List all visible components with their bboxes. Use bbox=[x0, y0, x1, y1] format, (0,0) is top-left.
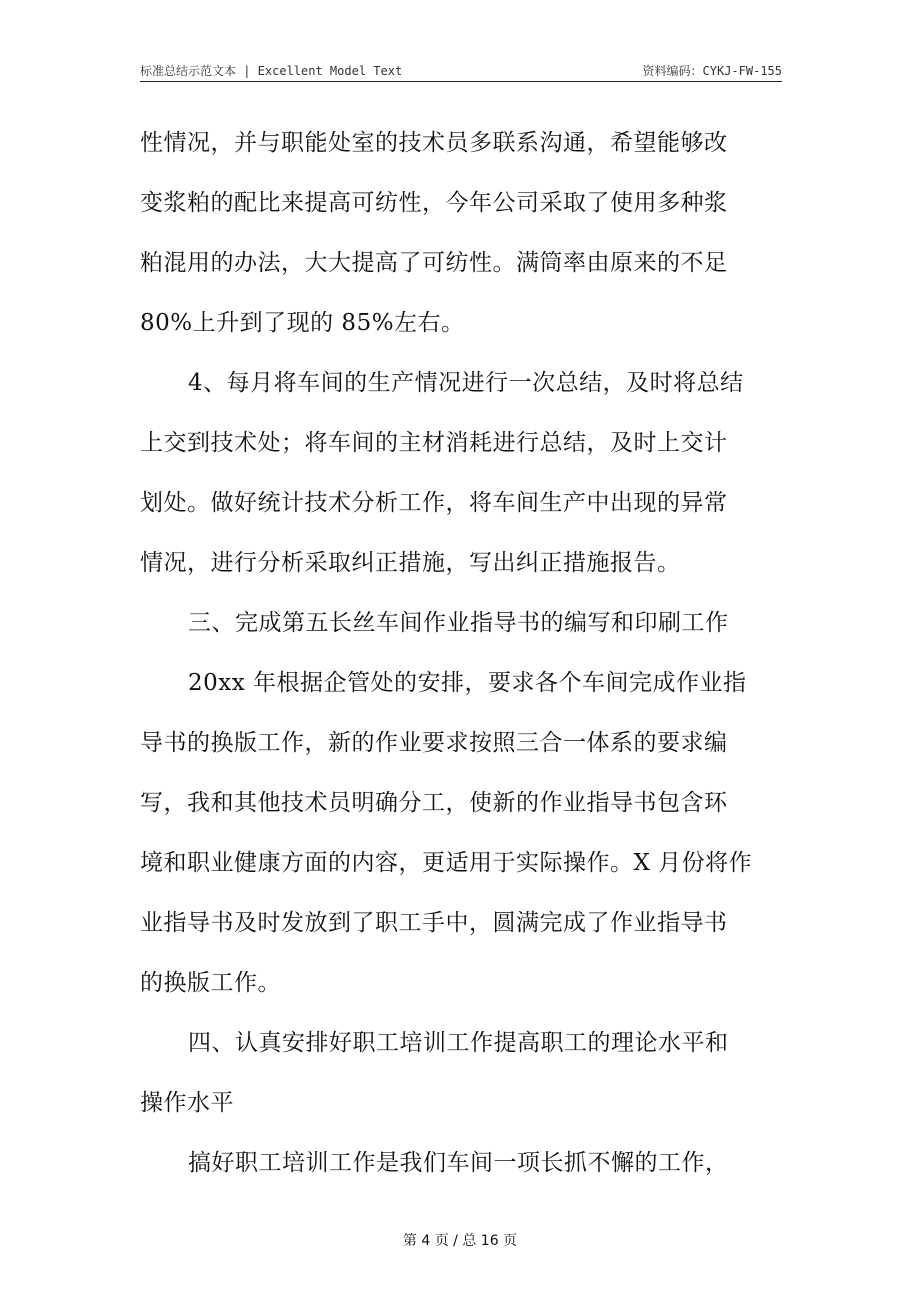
document-code: 资料编码：CYKJ-FW-155 bbox=[642, 64, 782, 78]
header-divider bbox=[140, 81, 782, 82]
text-line: 的换版工作。 bbox=[140, 970, 281, 996]
text-line: 变浆粕的配比来提高可纺性，今年公司采取了使用多种浆 bbox=[140, 190, 728, 216]
section-heading: 四、认真安排好职工培训工作提高职工的理论水平和 bbox=[188, 1030, 729, 1056]
page-footer bbox=[0, 1230, 920, 1250]
text-line: 上交到技术处；将车间的主材消耗进行总结，及时上交计 bbox=[140, 430, 728, 456]
paragraph-first-line: 4、每月将车间的生产情况进行一次总结，及时将总结 bbox=[188, 370, 744, 396]
text-line: 导书的换版工作，新的作业要求按照三合一体系的要求编 bbox=[140, 730, 728, 756]
text-line: 情况，进行分析采取纠正措施，写出纠正措施报告。 bbox=[140, 550, 681, 576]
text-line: 写，我和其他技术员明确分工，使新的作业指导书包含环 bbox=[140, 790, 728, 816]
text-line: 粕混用的办法，大大提高了可纺性。满筒率由原来的不足 bbox=[140, 250, 728, 276]
text-line: 境和职业健康方面的内容，更适用于实际操作。X 月份将作 bbox=[140, 850, 753, 876]
page-header bbox=[140, 60, 782, 80]
paragraph-first-line: 20xx 年根据企管处的安排，要求各个车间完成作业指 bbox=[188, 670, 747, 696]
page-number: 第 4 页 / 总 16 页 bbox=[402, 1233, 518, 1249]
text-line: 性情况，并与职能处室的技术员多联系沟通，希望能够改 bbox=[140, 130, 728, 156]
text-line: 划处。做好统计技术分析工作，将车间生产中出现的异常 bbox=[140, 490, 728, 516]
section-heading-continuation: 操作水平 bbox=[140, 1090, 234, 1116]
paragraph-first-line: 搞好职工培训工作是我们车间一项长抓不懈的工作， bbox=[188, 1150, 729, 1176]
text-line: 80%上升到了现的 85%左右。 bbox=[140, 310, 465, 336]
document-body bbox=[140, 118, 782, 1198]
section-heading: 三、完成第五长丝车间作业指导书的编写和印刷工作 bbox=[188, 610, 729, 636]
text-line: 业指导书及时发放到了职工手中，圆满完成了作业指导书 bbox=[140, 910, 728, 936]
header-title: 标准总结示范文本 | Excellent Model Text bbox=[140, 64, 403, 78]
